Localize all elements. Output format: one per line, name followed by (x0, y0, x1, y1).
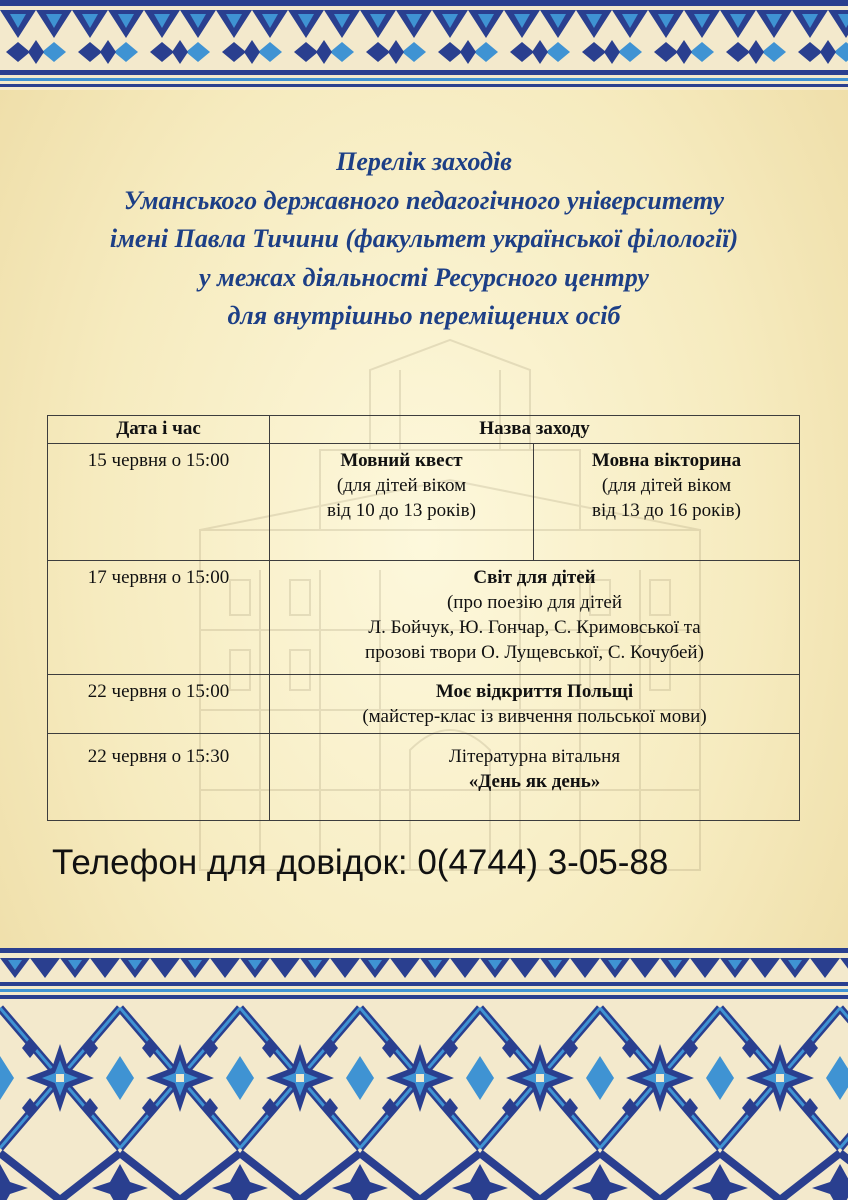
event-date: 22 червня о 15:30 (48, 734, 270, 821)
event-detail: Л. Бойчук, Ю. Гончар, С. Кримовської та (368, 617, 701, 638)
header-event: Назва заходу (270, 416, 800, 444)
event-cell (270, 734, 800, 821)
table-row (48, 444, 800, 561)
event-date: 17 червня о 15:00 (48, 561, 270, 675)
events-table (47, 415, 800, 821)
event-name: Моє відкриття Польщі (435, 681, 634, 702)
phone-info: Телефон для довідок: 0(4744) 3-05-88 (52, 843, 669, 882)
bottom-ornament-border (0, 948, 848, 1200)
event-cell (270, 561, 800, 675)
title-line: імені Павла Тичини (факультет української філології) (109, 224, 739, 253)
title-line: для внутрішньо переміщених осіб (227, 301, 621, 330)
event-date: 22 червня о 15:00 (48, 675, 270, 734)
title-line: Уманського державного педагогічного університету (123, 185, 725, 215)
event-cell (270, 444, 534, 561)
event-intro: Літературна вітальня (448, 746, 621, 767)
header-date: Дата і час (48, 416, 270, 444)
title-line: Перелік заходів (336, 147, 512, 176)
event-detail: (про поезію для дітей (446, 592, 623, 613)
document-title (30, 143, 818, 336)
event-name: Мовний квест (340, 450, 463, 471)
event-name: Мовна вікторина (591, 450, 742, 471)
event-detail: від 13 до 16 років) (592, 500, 741, 521)
event-detail: (для дітей віком (336, 475, 467, 496)
table-row (48, 675, 800, 734)
event-detail: (для дітей віком (601, 475, 732, 496)
event-name: Світ для дітей (473, 567, 596, 588)
event-date: 15 червня о 15:00 (48, 444, 270, 561)
table-row (48, 734, 800, 821)
event-cell (270, 675, 800, 734)
event-name: «День як день» (468, 771, 601, 792)
event-cell (534, 444, 800, 561)
table-row (48, 561, 800, 675)
event-detail: прозові твори О. Лущевської, С. Кочубей) (365, 642, 704, 663)
event-detail: (майстер-клас із вивчення польської мови) (362, 706, 707, 727)
event-detail: від 10 до 13 років) (327, 500, 476, 521)
top-ornament-border (0, 0, 848, 90)
title-line: у межах діяльності Ресурсного центру (199, 262, 649, 292)
table-header-row (48, 416, 800, 444)
